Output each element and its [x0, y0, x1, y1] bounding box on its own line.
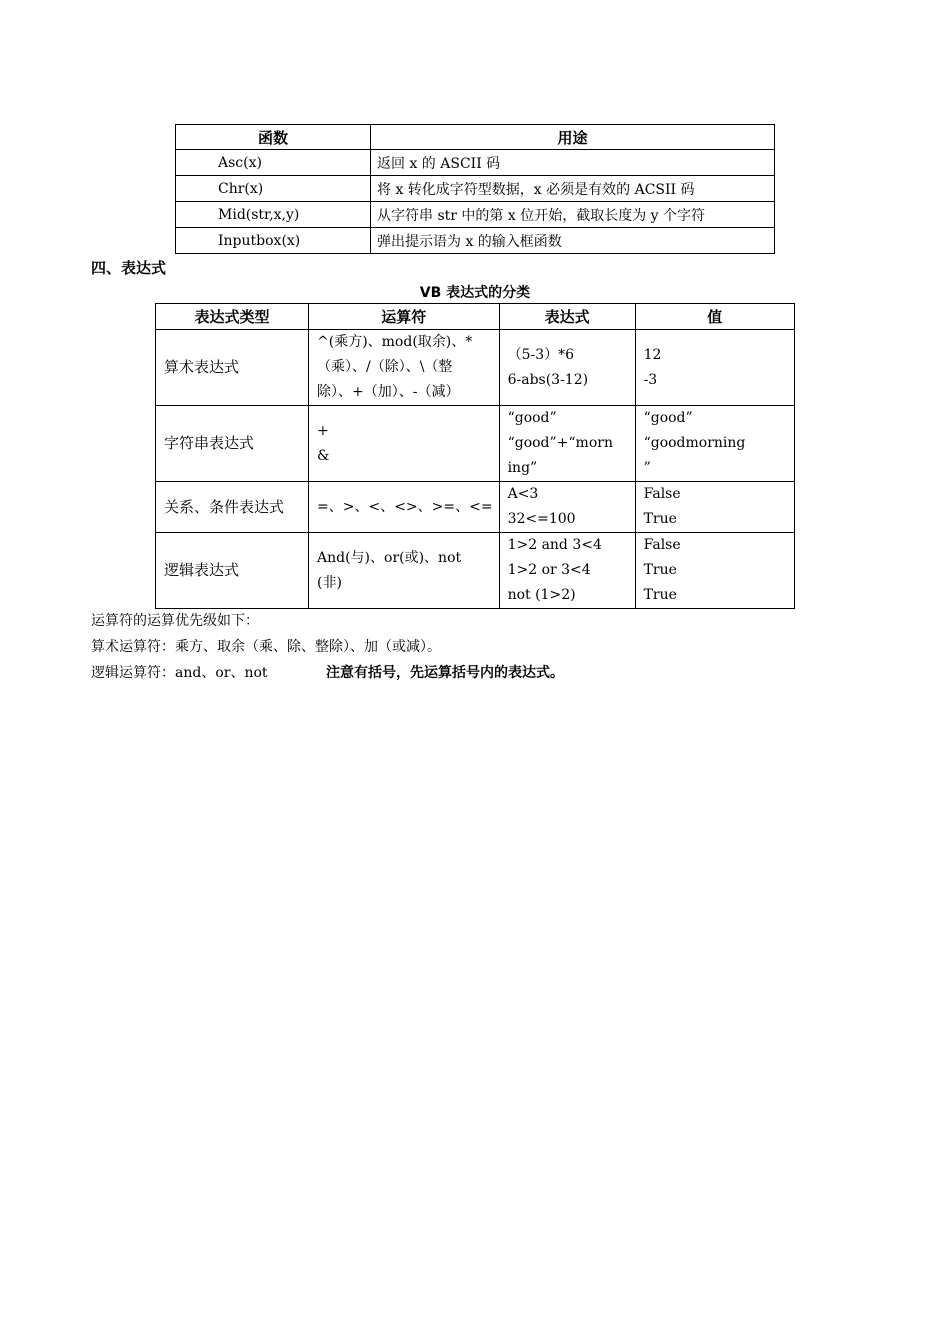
expression-line: “good”+“morn: [507, 435, 613, 451]
function-table-header: [176, 125, 775, 150]
value-line: -3: [643, 371, 658, 388]
operator-line: （乘）、/（除）、\（整: [317, 359, 453, 375]
function-name: Chr(x): [176, 176, 371, 202]
values-cell: [635, 406, 794, 482]
table-row: [176, 202, 775, 228]
expression-type: 字符串表达式: [156, 406, 309, 482]
values-cell: [635, 482, 794, 533]
expressions-cell: [499, 406, 635, 482]
header-expression-type: 表达式类型: [156, 304, 309, 330]
operator-line: ^(乘方)、mod(取余)、*: [317, 334, 473, 350]
operator-line: (非): [317, 574, 342, 591]
header-usage: 用途: [371, 125, 775, 150]
function-name: Asc(x): [176, 150, 371, 176]
value-line: False: [643, 486, 681, 502]
expression-line: “good”: [507, 410, 557, 426]
operators-cell: [309, 406, 500, 482]
expression-line: 32<=100: [507, 511, 576, 527]
expression-line: （5-3）*6: [507, 346, 575, 363]
operator-line: +: [317, 422, 329, 439]
function-name: Mid(str,x,y): [176, 202, 371, 228]
value-line: “goodmorning: [643, 435, 746, 451]
value-line: True: [643, 587, 677, 603]
expression-type: 算术表达式: [156, 330, 309, 406]
table-row: [156, 330, 795, 406]
expression-line: 6-abs(3-12): [507, 371, 589, 388]
expressions-cell: [499, 482, 635, 533]
expressions-cell: [499, 330, 635, 406]
operator-line: 除）、+（加）、-（减）: [317, 384, 460, 400]
table-row: [176, 228, 775, 254]
note-priority-intro: 运算符的运算优先级如下：: [91, 613, 259, 629]
operator-line: And(与)、or(或)、not: [317, 549, 462, 566]
note-parentheses-emphasis: 注意有括号，先运算括号内的表达式。: [325, 665, 564, 681]
value-line: ”: [643, 460, 651, 476]
function-name: Inputbox(x): [176, 228, 371, 254]
values-cell: [635, 533, 794, 609]
expression-table: [155, 303, 795, 609]
header-value: 值: [635, 304, 794, 330]
table-row: [156, 406, 795, 482]
note-arithmetic-priority: 算术运算符：乘方、取余（乘、除、整除）、加（或减）。: [91, 639, 441, 655]
expressions-cell: [499, 533, 635, 609]
values-cell: [635, 330, 794, 406]
value-line: False: [643, 537, 681, 553]
value-line: 12: [643, 346, 662, 363]
section-heading: 四、表达式: [91, 259, 167, 277]
function-usage: 返回 x 的 ASCII 码: [371, 150, 775, 176]
table-caption: VB 表达式的分类: [419, 285, 531, 301]
operators-cell: [309, 533, 500, 609]
function-usage: 从字符串 str 中的第 x 位开始，截取长度为 y 个字符: [371, 202, 775, 228]
table-row: [176, 150, 775, 176]
operator-line: &: [317, 447, 330, 464]
function-usage: 将 x 转化成字符型数据，x 必须是有效的 ACSII 码: [371, 176, 775, 202]
table-row: [156, 533, 795, 609]
value-line: “good”: [643, 410, 693, 426]
note-logic-operators: 逻辑运算符：and、or、not: [91, 665, 268, 681]
note-logic-priority: [91, 662, 564, 682]
expression-line: not (1>2): [507, 587, 576, 603]
table-row: [176, 176, 775, 202]
expression-line: 1>2 or 3<4: [507, 562, 591, 578]
operator-line: =、>、<、<>、>=、<=: [317, 498, 493, 515]
expression-line: 1>2 and 3<4: [507, 537, 602, 553]
expression-type: 逻辑表达式: [156, 533, 309, 609]
expression-type: 关系、条件表达式: [156, 482, 309, 533]
expression-table-header: [156, 304, 795, 330]
function-table: [175, 124, 775, 254]
value-line: True: [643, 511, 677, 527]
header-function: 函数: [176, 125, 371, 150]
operators-cell: [309, 482, 500, 533]
header-operators: 运算符: [309, 304, 500, 330]
function-usage: 弹出提示语为 x 的输入框函数: [371, 228, 775, 254]
expression-line: ing”: [507, 460, 538, 476]
operators-cell: [309, 330, 500, 406]
table-row: [156, 482, 795, 533]
expression-line: A<3: [507, 486, 539, 502]
header-expression: 表达式: [499, 304, 635, 330]
value-line: True: [643, 562, 677, 578]
